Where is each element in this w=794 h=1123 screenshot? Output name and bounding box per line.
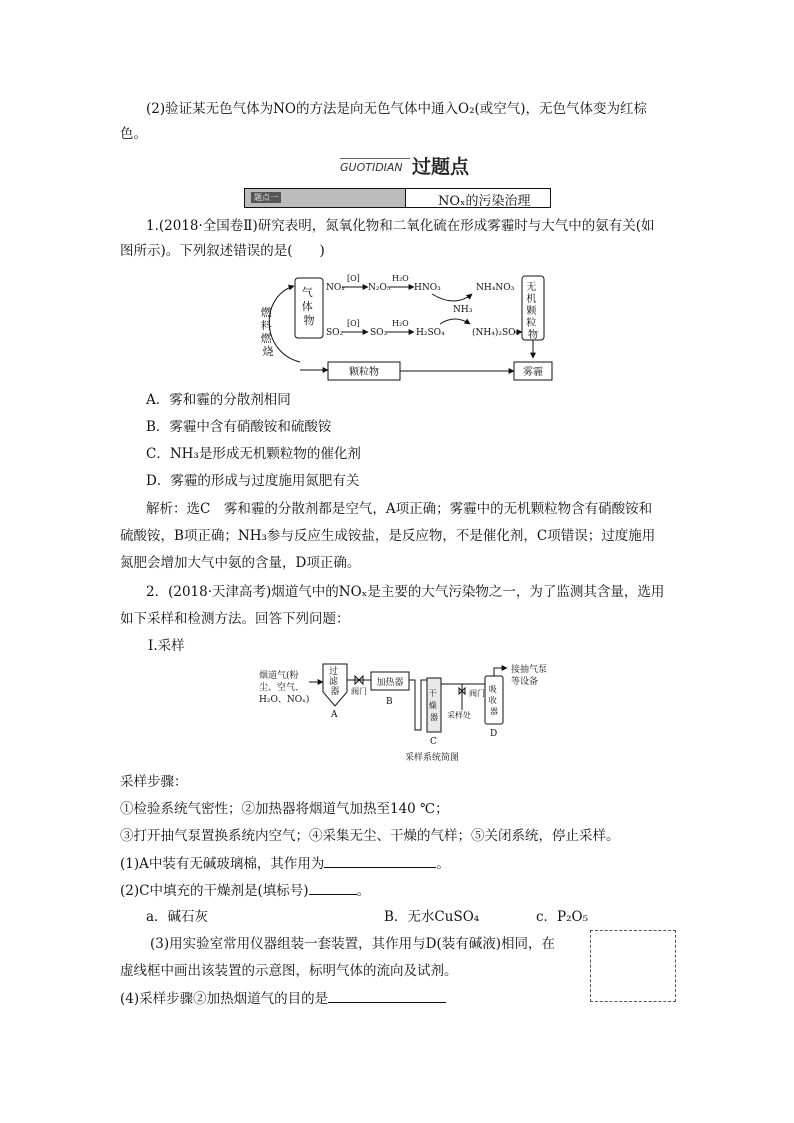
intro-line-1: (2)验证某无色气体为NO的方法是向无色气体中通入O₂(或空气)，无色气体变为红棕 xyxy=(146,101,648,117)
label-c: C xyxy=(430,737,437,747)
intro-line-2: 色。 xyxy=(120,126,147,142)
nox-label: NOₓ xyxy=(326,283,346,293)
q1-option-a: A．雾和霾的分散剂相同 xyxy=(146,392,291,408)
so3-label: SO₃ xyxy=(370,328,388,338)
q2-sub-2-end: 。 xyxy=(356,883,370,899)
filter-label xyxy=(329,665,341,697)
gas-char-2: 体 xyxy=(301,300,313,313)
answer-blank-2[interactable] xyxy=(309,880,357,895)
q2-sub-3-line-2: 虚线框中画出该装置的示意图，标明气体的流向及试剂。 xyxy=(120,963,458,979)
fuel-char-2: 料 xyxy=(260,319,272,332)
pipe-4 xyxy=(494,668,507,676)
q2-steps-title: 采样步骤： xyxy=(120,774,188,790)
topic-bar xyxy=(244,188,551,208)
section-header xyxy=(340,152,480,178)
q1-option-d: D．雾霾的形成与过度施用氮肥有关 xyxy=(146,473,360,489)
answer-blank-1[interactable] xyxy=(324,853,436,868)
q2-sampling-diagram xyxy=(255,658,585,768)
q2-choice-a: a．碱石灰 xyxy=(146,909,209,925)
particles-label: 颗粒物 xyxy=(349,367,379,378)
n2o5-label: N₂O₅ xyxy=(368,283,391,293)
q2-sub-1-end: 。 xyxy=(436,856,450,872)
outlet-line-1: 接抽气泵 xyxy=(511,665,548,675)
section-title: 过题点 xyxy=(412,156,470,178)
q2-sub-2 xyxy=(120,880,370,901)
inlet-label xyxy=(259,669,309,705)
nh4no3-label: NH₄NO₃ xyxy=(476,283,515,293)
inorg-char-3: 颗 xyxy=(526,306,537,317)
heater-label: 加热器 xyxy=(376,678,404,688)
haze-label: 雾霾 xyxy=(523,367,543,378)
h2so4-curve xyxy=(440,319,470,324)
nh3-label: NH₃ xyxy=(453,305,473,315)
q2-step-1: ①检验系统气密性；②加热器将烟道气加热至140 ℃； xyxy=(120,801,449,817)
q2-sub-4 xyxy=(120,988,446,1009)
q2-stem-2: 如下采样和检测方法。回答下列问题： xyxy=(120,611,350,627)
fuel-char-1: 燃 xyxy=(260,306,272,319)
topic-tag xyxy=(245,189,405,207)
q2-sub-2-text: (2)C中填充的干燥剂是(填标号) xyxy=(120,883,309,899)
q2-sub-1 xyxy=(120,853,450,874)
topic-title: NOₓ的污染治理 xyxy=(438,194,531,209)
filter-char-1: 过 xyxy=(329,667,339,677)
q1-option-b: B．雾霾中含有硝酸铵和硫酸铵 xyxy=(146,419,332,435)
inorg-char-4: 粒 xyxy=(526,318,537,329)
h2so4-label: H₂SO₄ xyxy=(416,328,445,338)
valve-2-label: 阀门 xyxy=(469,689,485,698)
pipe-2 xyxy=(409,680,427,730)
valve-1-label: 阀门 xyxy=(351,687,367,696)
inorg-char-2: 机 xyxy=(526,294,537,305)
answer-blank-4[interactable] xyxy=(328,988,446,1003)
q2-stem-1: 2．(2018·天津高考)烟道气中的NOₓ是主要的大气污染物之一，为了监测其含量，选用 xyxy=(146,584,665,600)
dryer-label xyxy=(429,689,440,722)
absorber-char-1: 吸 xyxy=(488,685,497,694)
section-latin: GUOTIDIAN xyxy=(340,161,403,174)
q2-choice-b: B．无水CuSO₄ xyxy=(384,909,480,925)
inorg-char-1: 无 xyxy=(526,282,537,293)
inlet-line-2: 尘、空气、 xyxy=(259,683,305,693)
absorber-label xyxy=(489,685,500,716)
q2-step-2: ③打开抽气泵置换系统内空气；④采集无尘、干燥的气样；⑤关闭系统，停止采样。 xyxy=(120,828,620,844)
outlet-line-2: 等设备 xyxy=(511,677,539,687)
fuel-label xyxy=(261,305,276,358)
hno3-curve xyxy=(432,294,472,301)
gas-box-label xyxy=(302,285,317,327)
inlet-line-1: 烟道气(粉 xyxy=(259,671,299,681)
absorber-char-3: 器 xyxy=(490,707,498,716)
q1-stem-1: 1.(2018·全国卷Ⅱ)研究表明，氮氧化物和二氧化硫在形成雾霾时与大气中的氨有关(如 xyxy=(146,218,655,234)
topic-divider xyxy=(405,189,406,207)
dryer-char-3: 器 xyxy=(430,713,438,722)
topic-tag-label: 题点一 xyxy=(251,192,281,203)
q2-sub-4-text: (4)采样步骤②加热烟道气的目的是 xyxy=(120,991,329,1007)
dryer-char-2: 燥 xyxy=(428,701,437,710)
gas-char-3: 物 xyxy=(303,314,315,327)
inlet-line-3: H₂O、NOₓ) xyxy=(259,695,310,705)
q1-analysis-3: 氮肥会增加大气中氨的含量，D项正确。 xyxy=(120,555,361,571)
inorg-label xyxy=(526,281,539,341)
h2o-label-1: H₂O xyxy=(392,274,409,283)
q1-option-c: C．NH₃是形成无机颗粒物的催化剂 xyxy=(146,446,361,462)
o-label-1: [O] xyxy=(347,274,360,283)
h2o-label-2: H₂O xyxy=(392,319,409,328)
absorber-char-2: 收 xyxy=(488,696,497,705)
sampling-label: 采样处 xyxy=(447,711,471,720)
label-a: A xyxy=(331,710,338,720)
q2-sub-3-line-1: (3)用实验室常用仪器组装一套装置，其作用与D(装有碱液)相同，在 xyxy=(150,936,555,952)
so2-label: SO₂ xyxy=(326,328,344,338)
q1-analysis-1: 解析：选C 雾和霾的分散剂都是空气，A项正确；雾霾中的无机颗粒物含有硝酸铵和 xyxy=(146,501,653,517)
drawing-box[interactable] xyxy=(590,930,676,1002)
inorg-char-5: 物 xyxy=(528,330,538,341)
q1-stem-2: 图所示)。下列叙述错误的是( ) xyxy=(120,243,325,259)
label-b: B xyxy=(386,697,393,707)
label-d: D xyxy=(490,729,498,739)
q2-part-label: Ⅰ.采样 xyxy=(148,638,185,654)
fuel-char-4: 烧 xyxy=(262,345,274,358)
filter-char-2: 滤 xyxy=(329,677,339,687)
q2-sub-1-text: (1)A中装有无碱玻璃棉，其作用为 xyxy=(120,856,325,872)
q1-haze-diagram xyxy=(250,266,560,386)
diagram-caption: 采样系统简图 xyxy=(405,753,460,763)
dryer-char-1: 干 xyxy=(428,689,437,698)
q1-analysis-2: 硫酸铵，B项正确；NH₃参与反应生成铵盐，是反应物，不是催化剂，C项错误；过度施用 xyxy=(120,528,656,544)
o-label-2: [O] xyxy=(347,319,360,328)
q2-choice-c: c．P₂O₅ xyxy=(536,909,589,925)
outlet-label xyxy=(511,663,550,687)
fuel-char-3: 燃 xyxy=(260,332,272,345)
nh42so4-label: (NH₄)₂SO₄ xyxy=(472,328,520,338)
gas-char-1: 气 xyxy=(301,286,313,299)
filter-char-3: 器 xyxy=(330,687,340,697)
hno3-label: HNO₃ xyxy=(414,283,441,293)
section-rule xyxy=(340,158,410,159)
